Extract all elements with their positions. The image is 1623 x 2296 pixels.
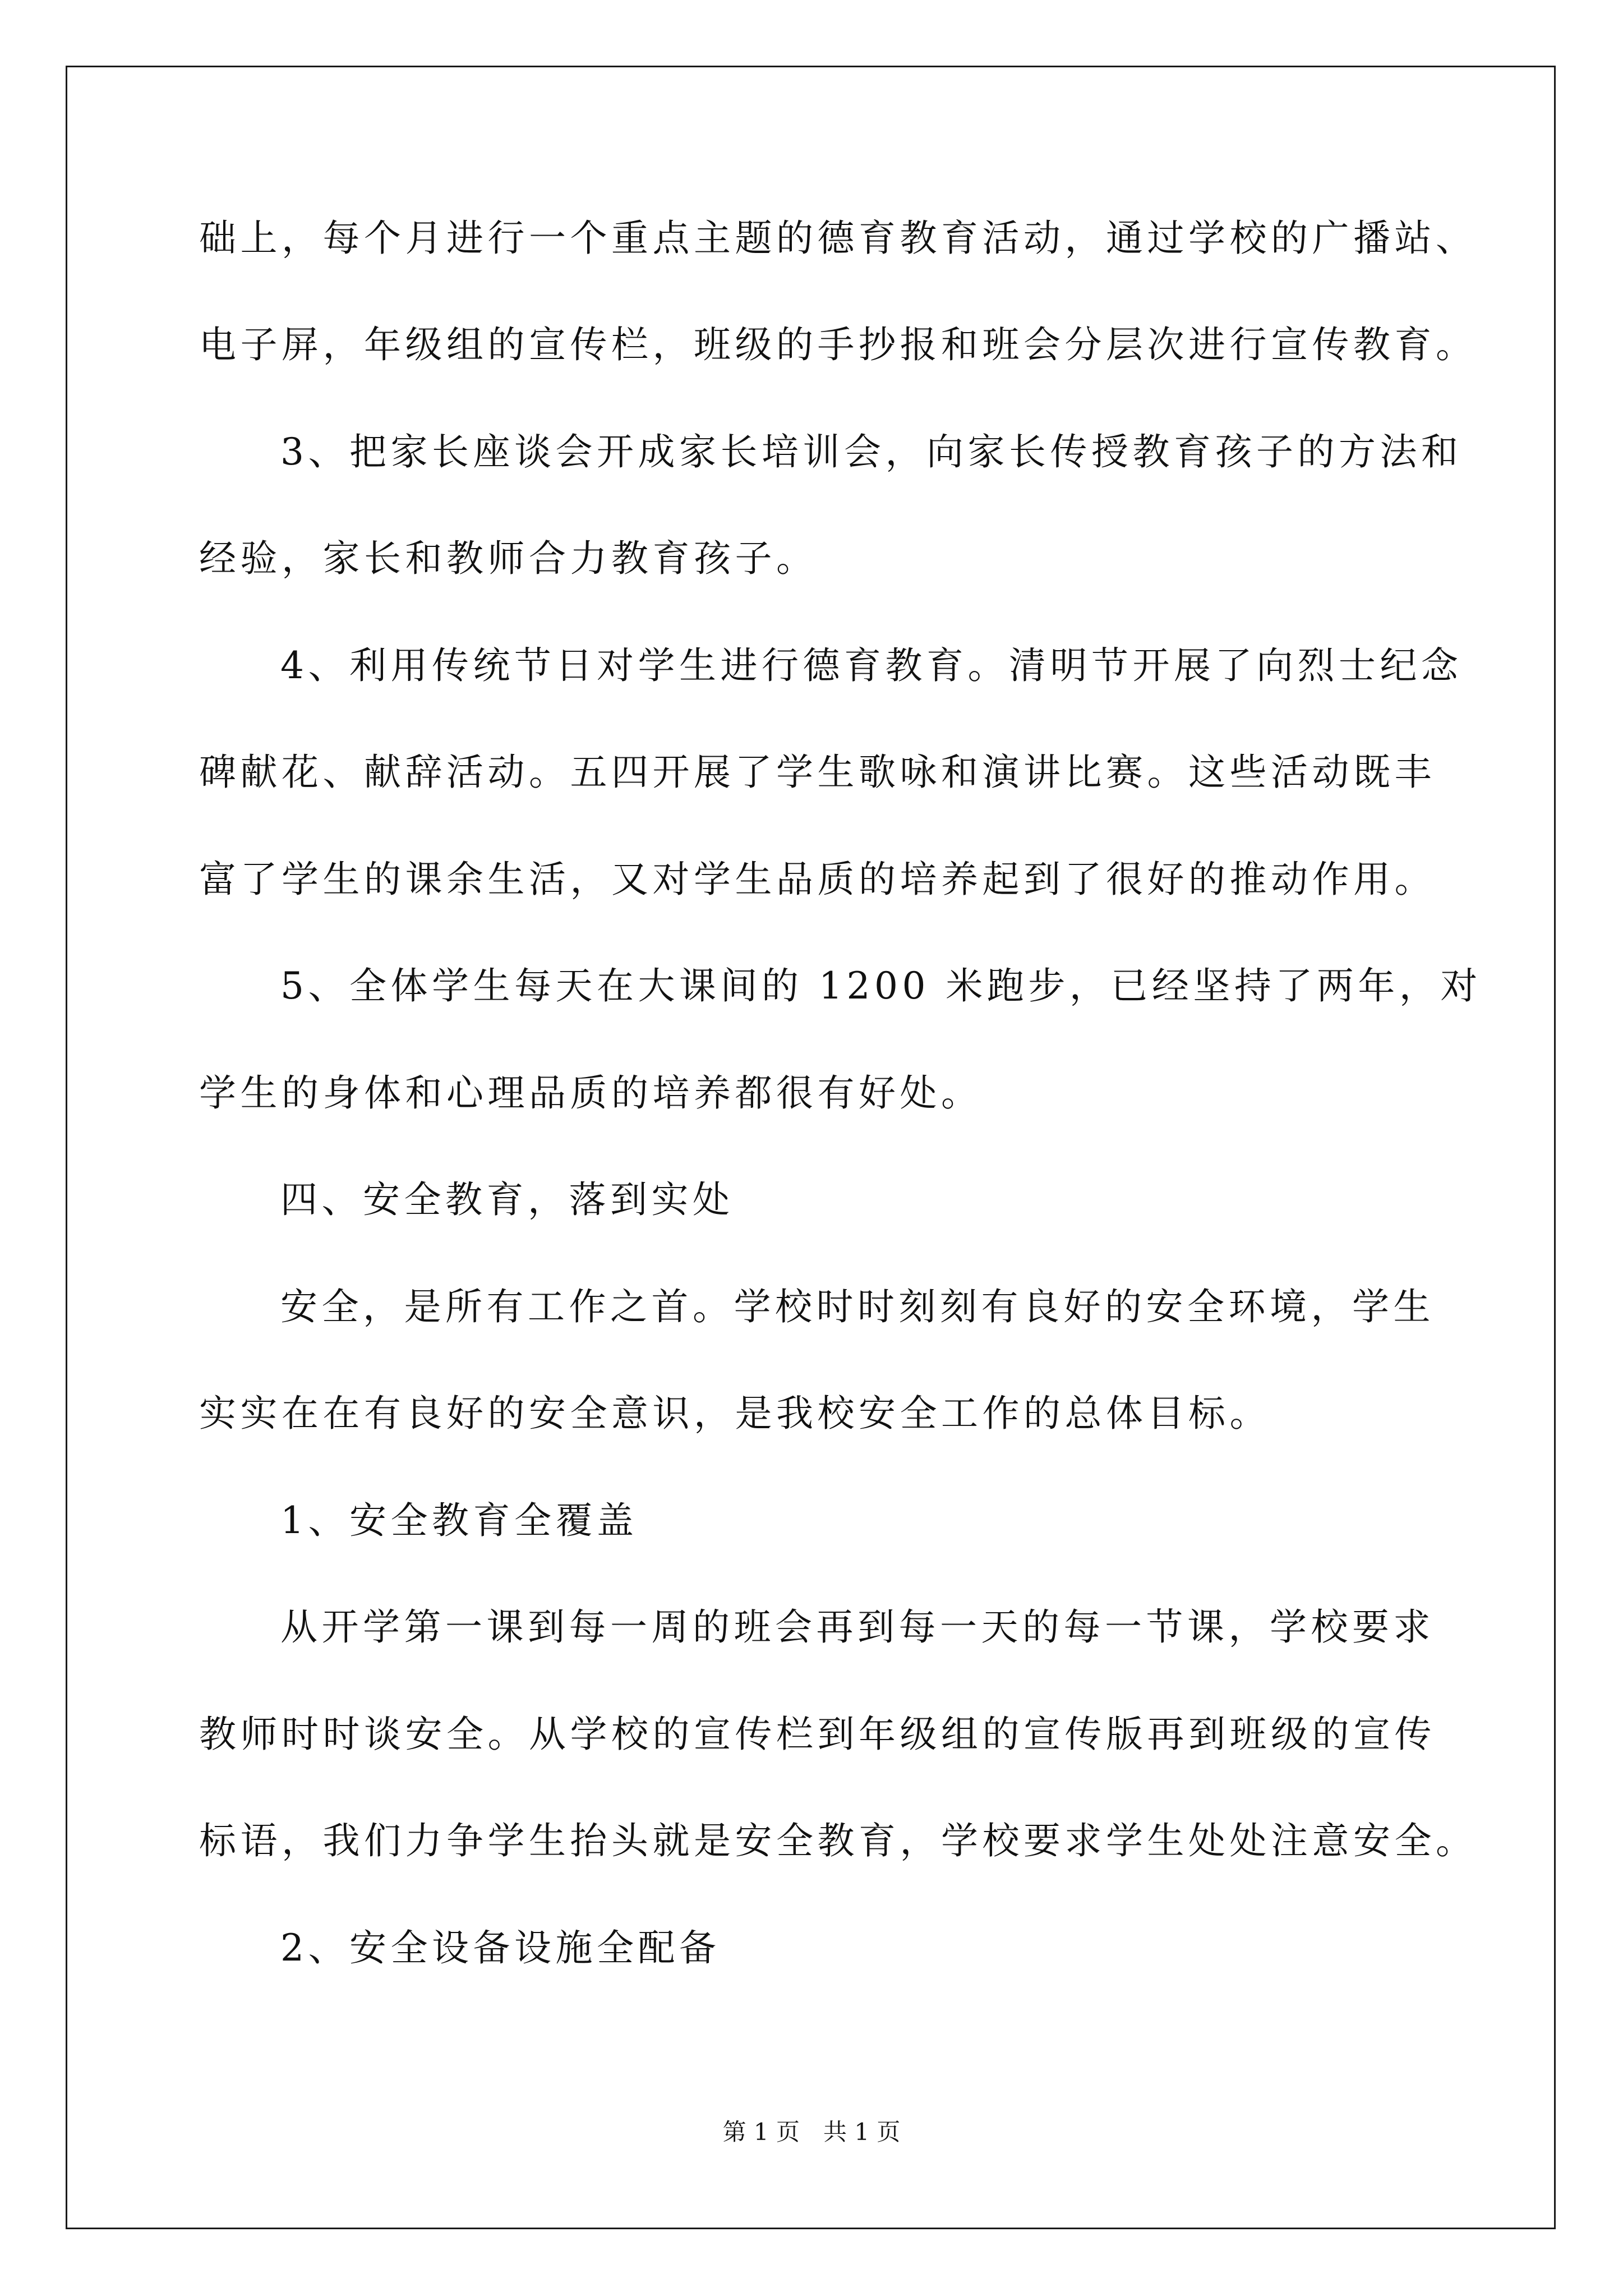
- paragraph-line: 5、全体学生每天在大课间的 1200 米跑步，已经坚持了两年，对: [280, 964, 1482, 1007]
- paragraph-line: 教师时时谈安全。从学校的宣传栏到年级组的宣传版再到班级的宣传: [199, 1713, 1436, 1756]
- paragraph-line: 础上，每个月进行一个重点主题的德育教育活动，通过学校的广播站、: [199, 217, 1477, 260]
- subsection-heading: 2、安全设备设施全配备: [280, 1926, 721, 1970]
- page-border: [66, 66, 1556, 2229]
- paragraph-line: 3、把家长座谈会开成家长培训会，向家长传授教育孩子的方法和: [280, 430, 1463, 473]
- paragraph-line: 学生的身体和心理品质的培养都很有好处。: [199, 1071, 983, 1115]
- paragraph-line: 富了学生的课余生活，又对学生品质的培养起到了很好的推动作用。: [199, 858, 1436, 901]
- paragraph-line: 经验，家长和教师合力教育孩子。: [199, 537, 818, 580]
- page-number: 第 1 页 共 1 页: [722, 2118, 901, 2146]
- paragraph-line: 电子屏，年级组的宣传栏，班级的手抄报和班会分层次进行宣传教育。: [199, 323, 1477, 366]
- paragraph-line: 实实在在有良好的安全意识，是我校安全工作的总体目标。: [199, 1392, 1271, 1435]
- paragraph-line: 从开学第一课到每一周的班会再到每一天的每一节课，学校要求: [280, 1605, 1435, 1649]
- paragraph-line: 安全，是所有工作之首。学校时时刻刻有良好的安全环境，学生: [280, 1285, 1435, 1328]
- paragraph-line: 碑献花、献辞活动。五四开展了学生歌咏和演讲比赛。这些活动既丰: [199, 751, 1436, 794]
- paragraph-line: 4、利用传统节日对学生进行德育教育。清明节开展了向烈士纪念: [280, 644, 1463, 687]
- section-heading: 四、安全教育，落到实处: [280, 1178, 734, 1221]
- paragraph-line: 标语，我们力争学生抬头就是安全教育，学校要求学生处处注意安全。: [199, 1819, 1477, 1862]
- subsection-heading: 1、安全教育全覆盖: [280, 1499, 638, 1542]
